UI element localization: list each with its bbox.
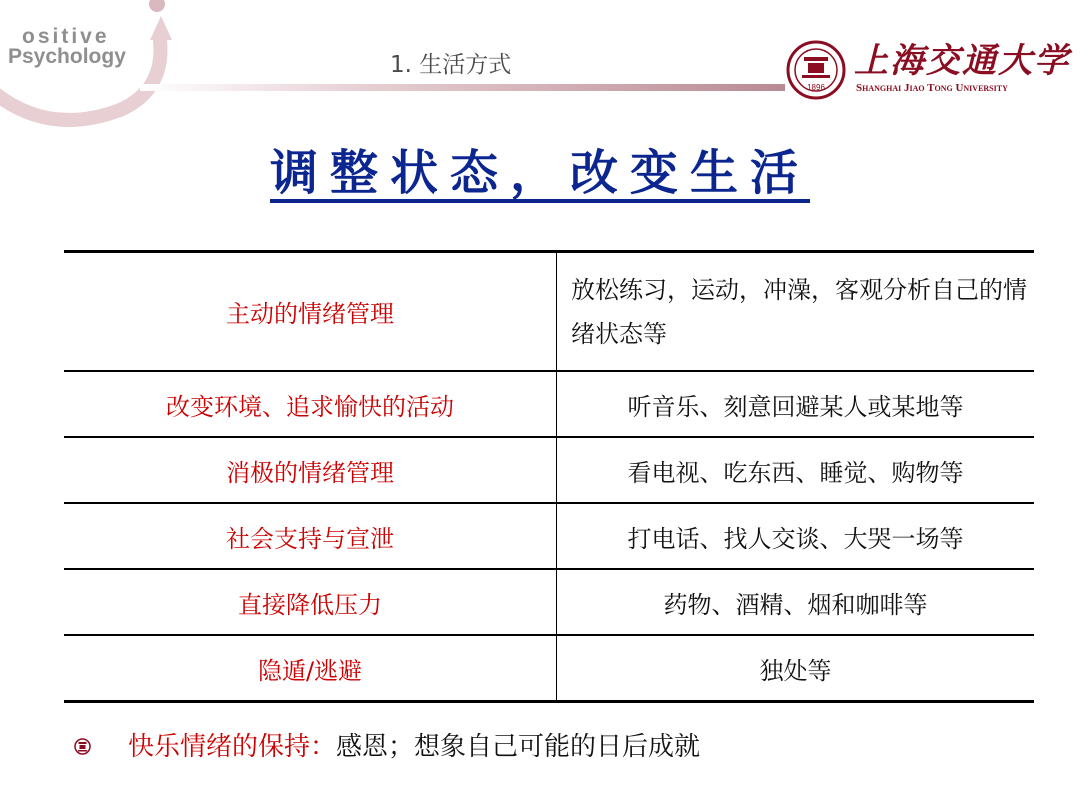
section-title: 1. 生活方式 [390, 52, 512, 78]
table-row [64, 635, 1034, 702]
examples-cell: 听音乐、刻意回避某人或某地等 [557, 371, 1035, 437]
table-row [64, 569, 1034, 635]
main-title [0, 134, 1080, 203]
table-row [64, 503, 1034, 569]
footer-bullet-text [128, 726, 700, 763]
table-row [64, 252, 1034, 372]
header-divider [140, 84, 785, 91]
logo-line-1: ositive [22, 25, 110, 48]
strategy-cell: 消极的情绪管理 [64, 437, 557, 503]
table-row [64, 437, 1034, 503]
university-seal-icon [786, 40, 846, 100]
strategy-cell: 直接降低压力 [64, 569, 557, 635]
logo-line-2: Psychology [8, 45, 126, 68]
university-name-en: Shanghai Jiao Tong University [856, 82, 1008, 94]
bullet-icon [74, 738, 91, 755]
positive-psychology-logo [8, 26, 126, 67]
seal-year: 1896 [807, 83, 825, 92]
examples-cell: 打电话、找人交谈、大哭一场等 [557, 503, 1035, 569]
footer-label: 快乐情绪的保持： [128, 732, 337, 762]
examples-cell: 药物、酒精、烟和咖啡等 [557, 569, 1035, 635]
strategy-cell: 隐遁/逃避 [64, 635, 557, 702]
table-row [64, 371, 1034, 437]
footer-content: 感恩；想象自己可能的日后成就 [336, 732, 701, 762]
examples-cell: 独处等 [557, 635, 1035, 702]
examples-cell: 看电视、吃东西、睡觉、购物等 [557, 437, 1035, 503]
main-title-text: 调整状态，改变生活 [269, 145, 810, 201]
examples-cell: 放松练习，运动，冲澡，客观分析自己的情绪状态等 [557, 252, 1035, 372]
positive-psychology-logo-arc [0, 0, 200, 140]
strategy-cell: 改变环境、追求愉快的活动 [64, 371, 557, 437]
strategy-cell: 社会支持与宣泄 [64, 503, 557, 569]
strategy-cell: 主动的情绪管理 [64, 252, 557, 372]
coping-strategies-table [64, 250, 1034, 703]
university-name-cn: 上海交通大学 [854, 41, 1070, 81]
